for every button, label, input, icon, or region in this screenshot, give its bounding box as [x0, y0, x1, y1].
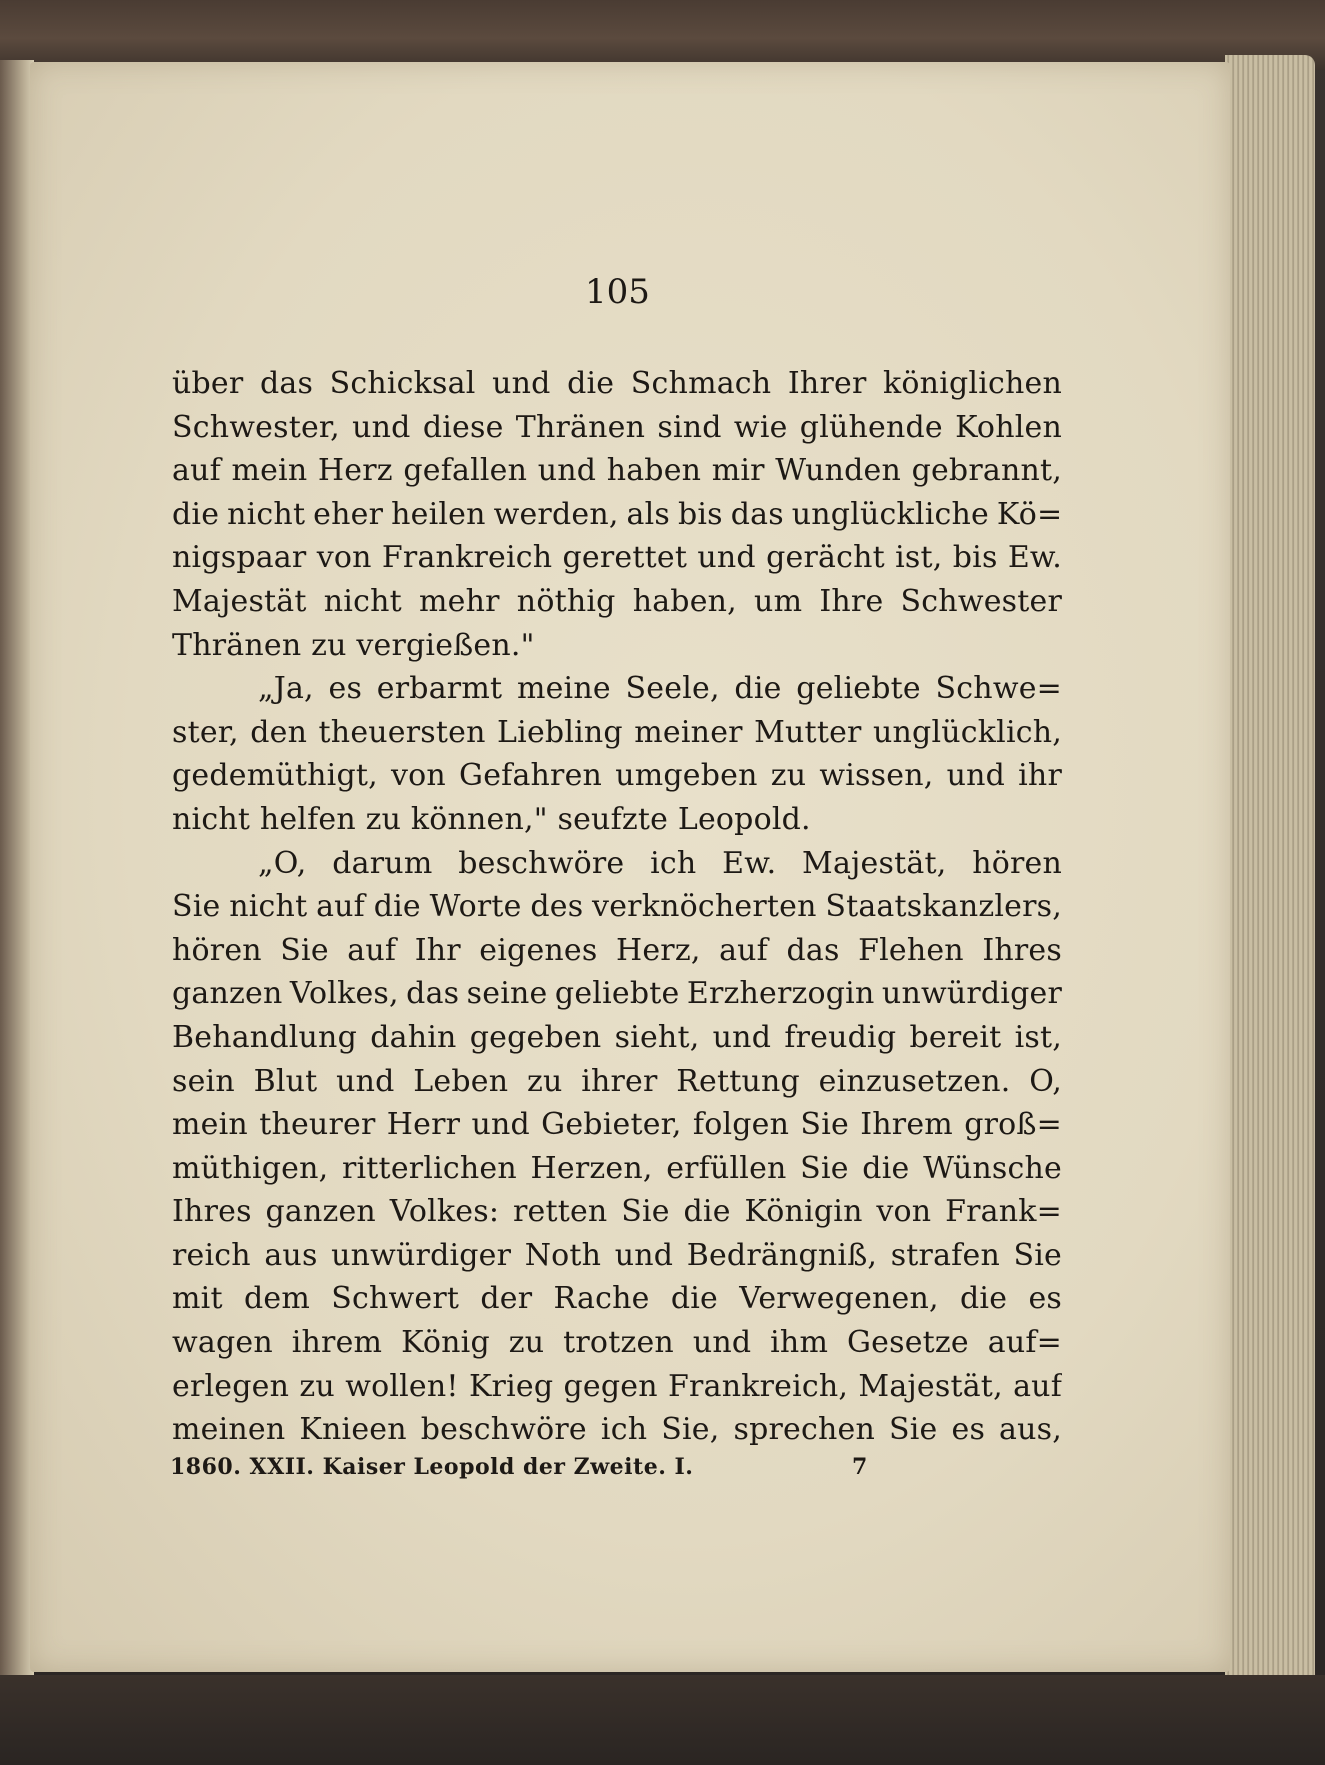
text-line: Schwester, und diese Thränen sind wie glühende Kohlen — [172, 409, 1062, 445]
text-line: sein Blut und Leben zu ihrer Rettung einzusetzen. O, — [172, 1063, 1062, 1099]
text-line: wagen ihrem König zu trotzen und ihm Gesetze auf= — [172, 1325, 1062, 1361]
text-line: reich aus unwürdiger Noth und Bedrängniß, strafen Sie — [172, 1237, 1062, 1273]
page-footer — [30, 1454, 1230, 1484]
text-line: gedemüthigt, von Gefahren umgeben zu wissen, und ihr — [172, 758, 1062, 794]
text-line: Behandlung dahin gegeben sieht, und freudig bereit ist, — [172, 1019, 1062, 1055]
text-line: Ihres ganzen Volkes: retten Sie die Königin von Frank= — [172, 1194, 1062, 1230]
book-spine-edge — [0, 60, 34, 1680]
text-line: über das Schicksal und die Schmach Ihrer königlichen — [172, 366, 1062, 401]
text-line: nigspaar von Frankreich gerettet und gerächt ist, bis Ew. — [172, 540, 1062, 576]
page-number: 105 — [585, 272, 650, 312]
text-line: Thränen zu vergießen." — [172, 627, 535, 663]
book-cover-top — [0, 0, 1325, 70]
text-line: ganzen Volkes, das seine geliebte Erzherzogin unwürdiger — [172, 976, 1062, 1012]
page-stack-edges — [1225, 55, 1315, 1685]
text-line: nicht helfen zu können," seufzte Leopold. — [172, 801, 811, 837]
text-line: auf mein Herz gefallen und haben mir Wunden gebrannt, — [172, 453, 1062, 489]
footer-sheet-number: 7 — [852, 1454, 868, 1480]
text-line: mein theurer Herr und Gebieter, folgen Sie Ihrem groß= — [172, 1107, 1062, 1143]
text-line: erlegen zu wollen! Krieg gegen Frankreich, Majestät, auf — [172, 1368, 1062, 1404]
footer-signature: 1860. XXII. Kaiser Leopold der Zweite. I. — [170, 1454, 694, 1480]
text-line: „Ja, es erbarmt meine Seele, die geliebte Schwe= — [258, 671, 1062, 707]
text-line: „O, darum beschwöre ich Ew. Majestät, hören — [258, 845, 1062, 881]
book-page — [30, 62, 1230, 1672]
text-line: die nicht eher heilen werden, als bis das unglückliche Kö= — [172, 496, 1062, 532]
text-line: hören Sie auf Ihr eigenes Herz, auf das Flehen Ihres — [172, 932, 1062, 968]
text-line: Sie nicht auf die Worte des verknöcherten Staatskanzlers, — [172, 889, 1062, 925]
book-cover-bottom — [0, 1675, 1325, 1765]
text-line: ster, den theuersten Liebling meiner Mutter unglücklich, — [172, 714, 1062, 750]
text-line: Majestät nicht mehr nöthig haben, um Ihre Schwester — [172, 583, 1062, 619]
text-line: mit dem Schwert der Rache die Verwegenen, die es — [172, 1281, 1062, 1317]
page-body-text — [172, 362, 1062, 1452]
text-line: müthigen, ritterlichen Herzen, erfüllen Sie die Wünsche — [172, 1150, 1062, 1186]
text-line: meinen Knieen beschwöre ich Sie, sprechen Sie es aus, — [172, 1412, 1062, 1448]
